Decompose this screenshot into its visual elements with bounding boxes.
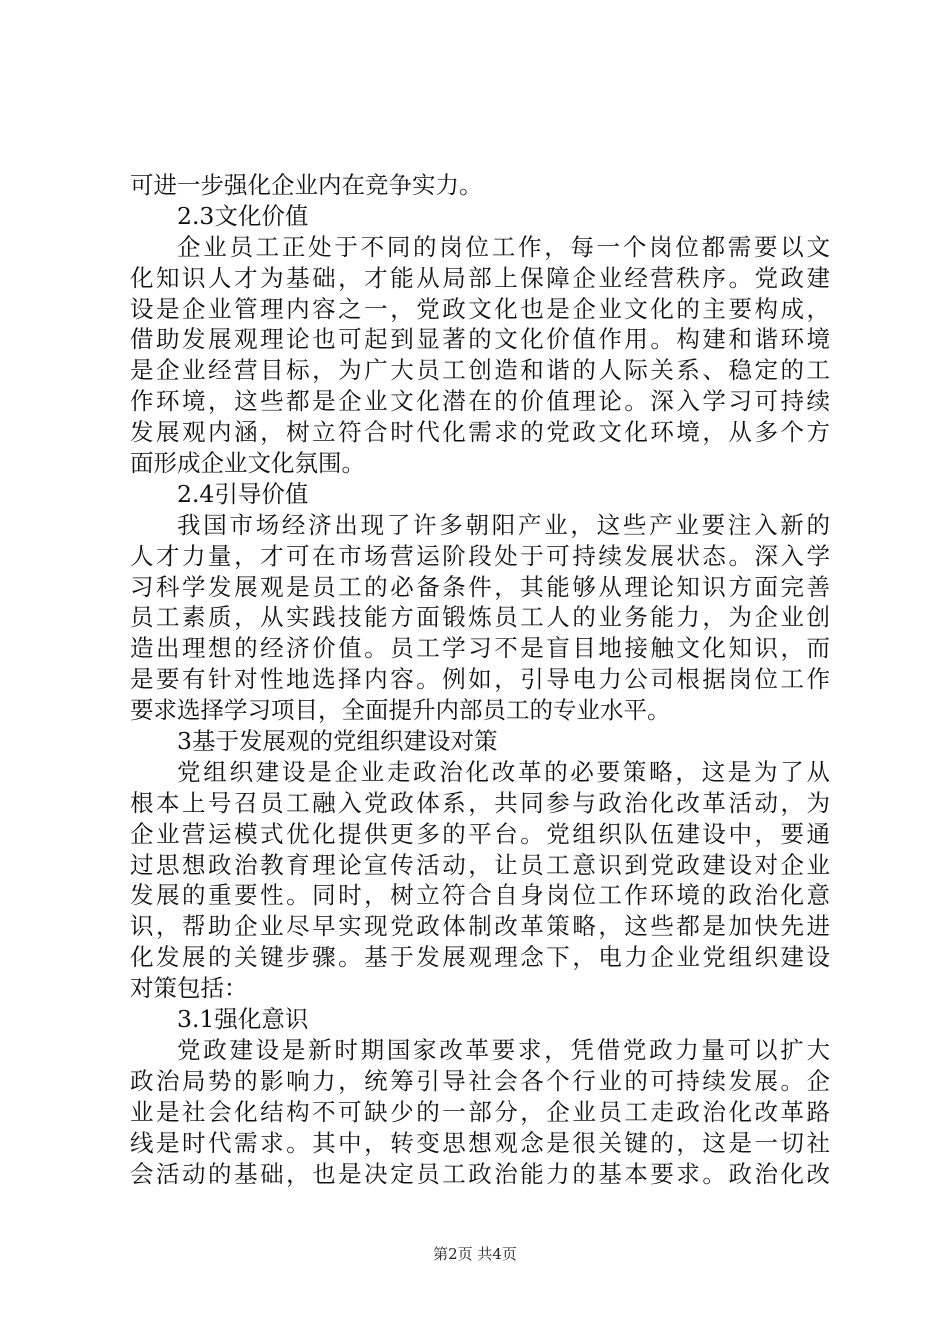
section-heading: 3基于发展观的党组织建设对策 xyxy=(177,727,498,756)
body-text-line: 化发展的关键步骤。基于发展观理念下，电力企业党组织建设 xyxy=(130,943,830,972)
section-heading: 3.1强化意识 xyxy=(177,1005,309,1034)
body-text-line: 发展的重要性。同时，树立符合自身岗位工作环境的政治化意 xyxy=(130,881,830,910)
body-text-line: 过思想政治教育理论宣传活动，让员工意识到党政建设对企业 xyxy=(130,850,830,879)
body-text-line: 线是时代需求。其中，转变思想观念是很关键的，这是一切社 xyxy=(130,1128,830,1157)
body-text-line: 化知识人才为基础，才能从局部上保障企业经营秩序。党政建 xyxy=(130,263,830,292)
body-text-line: 员工素质，从实践技能方面锻炼员工人的业务能力，为企业创 xyxy=(130,603,830,632)
body-text-line: 政治局势的影响力，统筹引导社会各个行业的可持续发展。企 xyxy=(130,1066,830,1095)
body-text-line: 设是企业管理内容之一，党政文化也是企业文化的主要构成， xyxy=(130,294,830,323)
body-text-line: 造出理想的经济价值。员工学习不是盲目地接触文化知识，而 xyxy=(130,634,830,663)
body-text-line: 可进一步强化企业内在竞争实力。 xyxy=(130,171,483,199)
body-text-line: 作环境，这些都是企业文化潜在的价值理论。深入学习可持续 xyxy=(130,387,830,416)
body-text-line: 党政建设是新时期国家改革要求，凭借党政力量可以扩大 xyxy=(177,1035,830,1064)
document-body xyxy=(130,170,830,1189)
body-text-line: 根本上号召员工融入党政体系，共同参与政治化改革活动，为 xyxy=(130,788,830,817)
body-text-line: 党组织建设是企业走政治化改革的必要策略，这是为了从 xyxy=(177,757,830,786)
body-text-line: 发展观内涵，树立符合时代化需求的党政文化环境，从多个方 xyxy=(130,418,830,447)
section-heading: 2.3文化价值 xyxy=(177,201,309,230)
body-text-line: 业是社会化结构不可缺少的一部分，企业员工走政治化改革路 xyxy=(130,1097,830,1126)
body-text-line: 习科学发展观是员工的必备条件，其能够从理论知识方面完善 xyxy=(130,572,830,601)
body-text-line: 要求选择学习项目，全面提升内部员工的专业水平。 xyxy=(130,696,671,725)
body-text-line: 企业员工正处于不同的岗位工作，每一个岗位都需要以文 xyxy=(177,232,830,261)
section-heading: 2.4引导价值 xyxy=(177,479,309,508)
page-footer: 第2页 共4页 xyxy=(433,1245,517,1263)
body-text-line: 对策包括： xyxy=(130,974,248,1003)
body-text-line: 面形成企业文化氛围。 xyxy=(130,449,365,478)
body-text-line: 是要有针对性地选择内容。例如，引导电力公司根据岗位工作 xyxy=(130,665,830,694)
body-text-line: 借助发展观理论也可起到显著的文化价值作用。构建和谐环境 xyxy=(130,325,830,354)
body-text-line: 会活动的基础，也是决定员工政治能力的基本要求。政治化改 xyxy=(130,1159,830,1188)
body-text-line: 是企业经营目标，为广大员工创造和谐的人际关系、稳定的工 xyxy=(130,356,830,385)
body-text-line: 人才力量，才可在市场营运阶段处于可持续发展状态。深入学 xyxy=(130,541,830,570)
body-text-line: 企业营运模式优化提供更多的平台。党组织队伍建设中，要通 xyxy=(130,819,830,848)
body-text-line: 识，帮助企业尽早实现党政体制改革策略，这些都是加快先进 xyxy=(130,912,830,941)
body-text-line: 我国市场经济出现了许多朝阳产业，这些产业要注入新的 xyxy=(177,510,830,539)
